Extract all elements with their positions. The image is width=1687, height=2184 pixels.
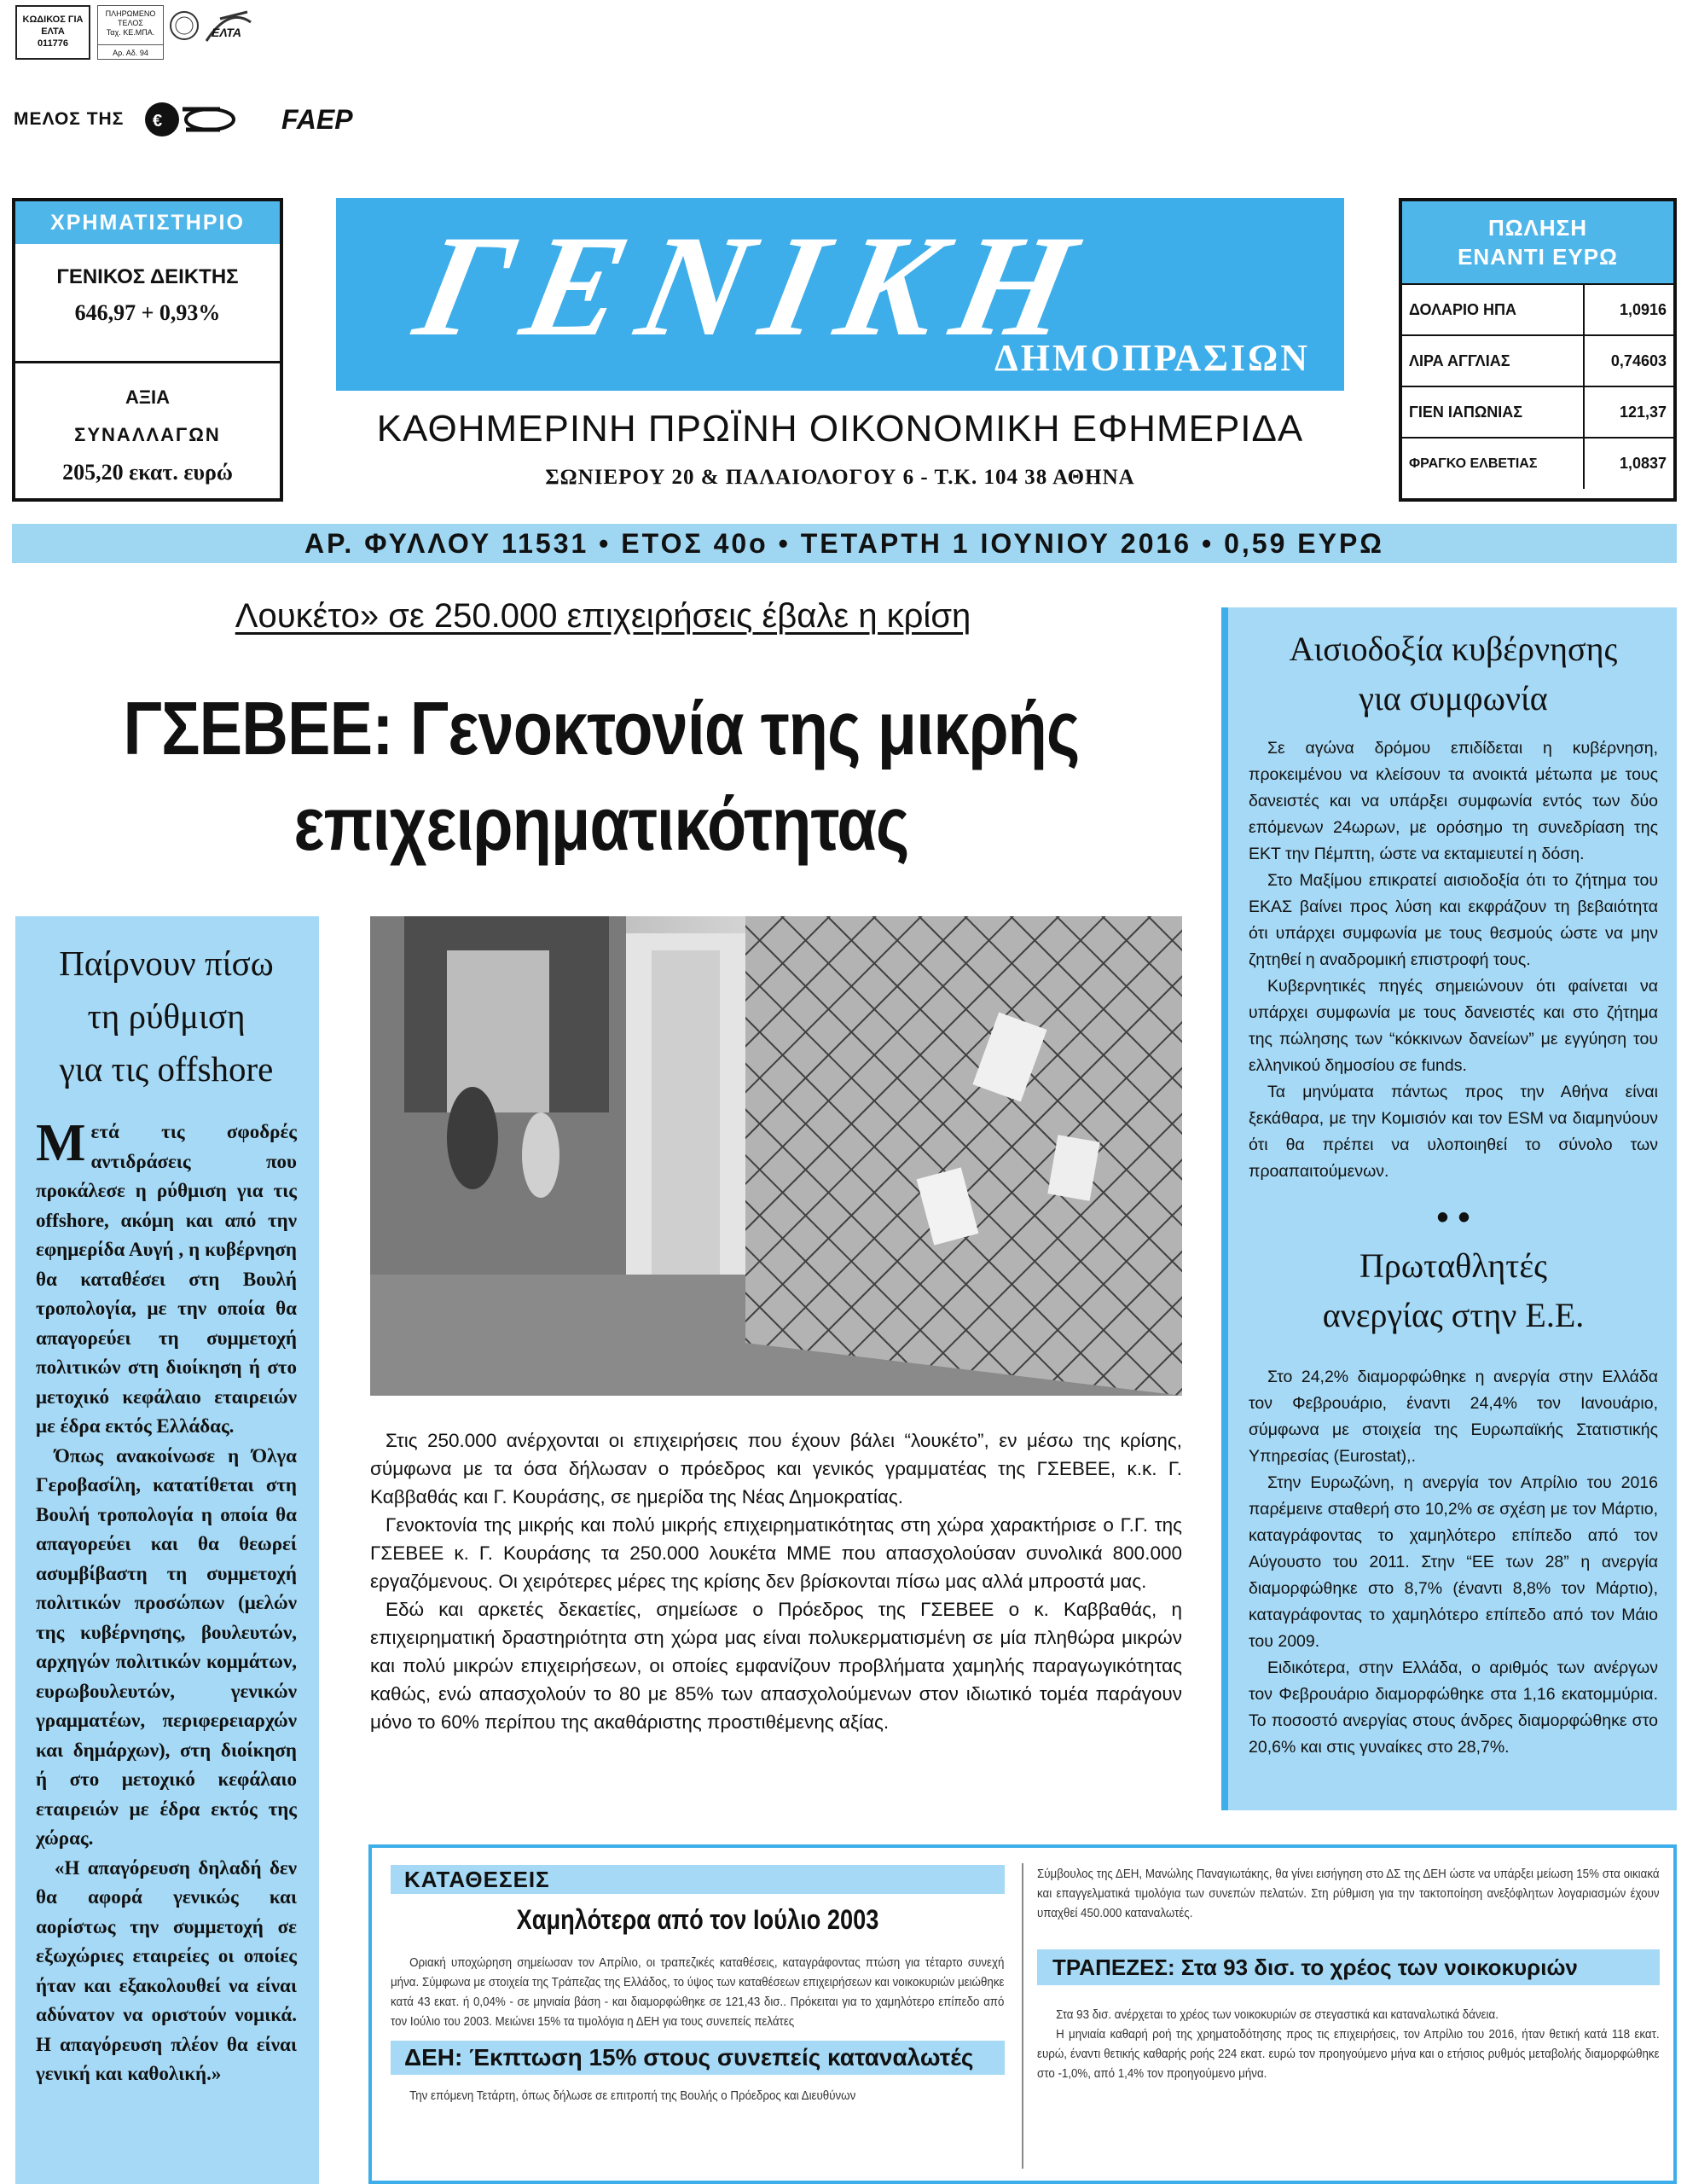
trade-value-amount: 205,20 εκατ. ευρώ <box>62 460 233 485</box>
right-paragraph: Στην Ευρωζώνη, η ανεργία τον Απρίλιο του 2016 παρέμεινε σταθερή στο 10,2% σε σχέση με τον Μάρτιο, καταγράφοντας το χαμηλότερο επίπεδο από τον Αύγουστο του 2011. Στην “ΕΕ των 28” η ανεργία διαμορφώθηκε στο 8,7% (έναντι 8,8% τον Μάρτιο), καταγράφοντας το χαμηλότερο επίπεδο από τον Μάιο του 2009. <box>1249 1473 1658 1651</box>
postage-paid-office: Ταχ. ΚΕ.ΜΠΑ. <box>106 28 155 37</box>
lead-headline-1: ΓΣΕΒΕΕ: Γενοκτονία της μικρής <box>123 686 1080 770</box>
right-paragraph: Σε αγώνα δρόμου επιδίδεται η κυβέρνηση, προκειμένου να κλείσουν τα ανοικτά μέτωπα με τους δανειστές και να υπάρξει συμφωνία εντός των δύο επόμενων 24ωρων, με ορόσημο τη συνεδρίαση της ΕΚΤ την Πέμπτη, ώστε να εκταμιευτεί η δόση. <box>1249 739 1658 863</box>
index-label: ΓΕΝΙΚΟΣ ΔΕΙΚΤΗΣ <box>56 265 239 288</box>
banks-paragraph: Η μηνιαία καθαρή ροή της χρηματοδότησης προς τις επιχειρήσεις, τον Απρίλιο του 2016, ήταν θετική κατά 118 εκατ. ευρώ, έναντι θετικής καθαρής ροής 224 εκατ. ευρώ τον προηγούμενο μήνα και ο ετήσιος ρυθμός μεταβολής διαμορφώθηκε στο -1,0%, από 1,4% τον προηγούμενο μήνα. <box>1037 2028 1660 2081</box>
fx-name: ΛΙΡΑ ΑΓΓΛΙΑΣ <box>1402 335 1584 386</box>
fx-row <box>1402 284 1673 335</box>
svg-text:€: € <box>153 112 163 131</box>
left-article-title-2: τη ρύθμιση <box>87 996 246 1036</box>
left-first-paragraph: ετά τις σφοδρές αντιδράσεις που προκάλεσε η ρύθμιση για τις offshore, ακόμη και από την εφημερίδα Αυγή , η κυβέρνηση θα καταθέσει στη Βουλή τροπολογία, με την οποία θα απαγορεύει τη συμμετοχή πολιτικών στη διοίκηση ή στο μετοχικό κεφάλαιο εταιρειών με έδρα εκτός Ελλάδας. <box>36 1121 297 1437</box>
fx-name: ΔΟΛΑΡΙΟ ΗΠΑ <box>1402 284 1584 335</box>
lead-body <box>370 1426 1182 1736</box>
postage-paid-box <box>97 5 164 60</box>
fx-title-2: ΕΝΑΝΤΙ ΕΥΡΩ <box>1458 244 1618 270</box>
column-divider <box>1022 1863 1023 2169</box>
left-article <box>15 916 319 2184</box>
member-label: ΜΕΛΟΣ ΤΗΣ <box>14 109 125 129</box>
masthead-address: ΣΩΝΙΕΡΟΥ 20 & ΠΑΛΑΙΟΛΟΓΟΥ 6 - Τ.Κ. 104 38 ΑΘΗΝΑ <box>545 466 1135 489</box>
fx-title-1: ΠΩΛΗΣΗ <box>1487 215 1588 241</box>
masthead-tagline: ΚΑΘΗΜΕΡΙΝΗ ΠΡΩΪΝΗ ΟΙΚΟΝΟΜΙΚΗ ΕΦΗΜΕΡΙΔΑ <box>376 408 1304 450</box>
left-article-title-1: Παίρνουν πίσω <box>59 944 274 983</box>
bullet-dot-icon: • • <box>1436 1199 1470 1236</box>
bottom-briefs-box <box>368 1844 1677 2184</box>
trade-value-label-2: ΣΥΝΑΛΛΑΓΩΝ <box>74 424 221 445</box>
trade-value-label-1: ΑΞΙΑ <box>125 386 171 408</box>
masthead-subtitle: ΔΗΜΟΠΡΑΣΙΩΝ <box>994 337 1310 379</box>
dropcap-letter: Μ <box>36 1114 86 1172</box>
dei-text-start: Την επόμενη Τετάρτη, όπως δήλωσε σε επιτροπή της Βουλής ο Πρόεδρος και Διευθύνων <box>409 2089 856 2103</box>
fx-value: 0,74603 <box>1584 335 1673 386</box>
postage-paid-number: Αρ. Αδ. 94 <box>98 44 163 58</box>
right-article-1-body <box>1249 735 1658 1185</box>
right-column <box>1221 607 1677 1810</box>
fx-value: 121,37 <box>1584 386 1673 438</box>
lead-paragraph: Στις 250.000 ανέρχονται οι επιχειρήσεις που έχουν βάλει “λουκέτο”, εν μέσω της κρίσης, σύμφωνα με τα όσα δήλωσαν ο πρόεδρος και γενικός γραμματέας της ΓΣΕΒΕΕ, κ.κ. Γ. Καββαθάς και Γ. Κουράσης, σε ημερίδα της Νέας Δημοκρατίας. <box>370 1430 1182 1507</box>
dei-text-cont: Σύμβουλος της ΔΕΗ, Μανώλης Παναγιωτάκης, θα γίνει εισήγηση στο ΔΣ της ΔΕΗ ώστε να υπάρξει μείωση 15% στα οικιακά και επαγγελματικά τιμολόγια των συνεπών πελατών. Στη ρύθμιση για την τακτοποίηση ανεξόφλητων λογαριασμών έχουν υπαχθεί 450.000 καταναλωτές. <box>1037 1867 1660 1920</box>
deposits-text: Οριακή υποχώρηση σημείωσαν τον Απρίλιο, οι τραπεζικές καταθέσεις, καταγράφοντας πτώση για τέταρτο συνεχή μήνα. Σύμφωνα με στοιχεία της Τράπεζας της Ελλάδος, το ύψος των καταθέσεων επιχειρήσεων και νοικοκυριών μειώθηκε κατά 43 εκατ. ή 0,04% - σε μηνιαία βάση - και διαμορφώθηκε σε 121,43 δισ.. Πρόκειται για το χαμηλότερο επίπεδο από τον Ιούλιο του 2003. Μειώνει 15% τα τιμολόγια η ΔΕΗ για τους συνεπείς πελάτες <box>391 1956 1005 2029</box>
index-value: 646,97 + 0,93% <box>74 300 221 325</box>
right-article-2-title-1: Πρωταθλητές <box>1359 1246 1548 1285</box>
left-article-title-3: για τις offshore <box>59 1049 274 1089</box>
fx-rates-box <box>1399 198 1677 502</box>
fx-value: 1,0916 <box>1584 284 1673 335</box>
banks-body <box>1037 2006 1660 2084</box>
left-article-body <box>36 1114 297 2089</box>
masthead-title: ΓΕΝΙΚΗ <box>404 206 1106 366</box>
lead-paragraph: Εδώ και αρκετές δεκαετίες, σημείωσε ο Πρόεδρος της ΓΣΕΒΕΕ ο κ. Καββαθάς, η επιχειρηματική δραστηριότητα στη χώρα μας είναι πολυκερματισμένη σε μία πληθώρα μικρών και πολύ μικρών επιχειρήσεων, οι οποίες εμφανίζουν προβλήματα χαμηλής παραγωγικότητας καθώς, ενώ απασχολούν το 80 με 85% των απασχολούμενων στον ιδιωτικό τομέα παράγουν μόνο το 60% περίπου της ακαθάριστης προστιθέμενης αξίας. <box>370 1599 1182 1733</box>
postage-code-value: 011776 <box>37 38 69 49</box>
fx-row <box>1402 438 1673 489</box>
lead-headline-2: επιχειρηματικότητας <box>293 781 909 866</box>
postage-paid-label: ΠΛΗΡΩΜΕΝΟ ΤΕΛΟΣ <box>105 9 156 27</box>
fx-name: ΦΡΑΓΚΟ ΕΛΒΕΤΙΑΣ <box>1402 438 1584 489</box>
postage-code-label: ΚΩΔΙΚΟΣ ΓΙΑ ΕΛΤΑ <box>22 15 84 37</box>
fx-row <box>1402 386 1673 438</box>
elta-logo-icon <box>169 7 280 49</box>
right-paragraph: Κυβερνητικές πηγές σημειώνουν ότι φαίνεται να υπάρχει συμφωνία με τους δανειστές και στο ζήτημα της πώλησης των “κόκκινων δανείων” με εγγύηση του ελληνικού δημοσίου σε funds. <box>1249 977 1658 1075</box>
left-paragraph: Όπως ανακοίνωσε η Όλγα Γεροβασίλη, κατατίθεται στη Βουλή τροπολογία η οποία θα απαγορεύει και θα θεωρεί ασυμβίβαστη τη συμμετοχή πολιτικών προσώπων (μελών της κυβέρνησης, βουλευτών, αρχηγών πολιτικών κομμάτων, ευρωβουλευτών, γενικών γραμματέων, περιφερειαρχών και δημάρχων), στη διοίκηση ή στο μετοχικό κεφάλαιο εταιρειών με έδρα εκτός της χώρας. <box>36 1444 297 1849</box>
fx-table <box>1402 283 1673 489</box>
left-paragraph: «Η απαγόρευση δηλαδή δεν θα αφορά γενικώς και αορίστως την συμμετοχή σε εξωχώριες εταιρείες οι οποίες ήταν και εξακολουθεί να είναι αδύνατον να οριστούν νομικά. Η απαγόρευση πλέον θα είναι γενική και καθολική.» <box>36 1856 297 2084</box>
right-paragraph: Τα μηνύματα πάντως προς την Αθήνα είναι ξεκάθαρα, με την Κομισιόν και τον ESM να διαμηνύουν ότι θα πρέπει να υλοποιηθεί το σύνολο των προαπαιτούμενων. <box>1249 1083 1658 1181</box>
issue-bar: ΑΡ. ΦΥΛΛΟΥ 11531 • ΕΤΟΣ 40ο • ΤΕΤΑΡΤΗ 1 ΙΟΥΝΙΟΥ 2016 • 0,59 ΕΥΡΩ <box>12 524 1677 563</box>
postage-code-box <box>15 5 90 60</box>
faep-label: FAEP <box>281 104 353 135</box>
elta-label: ΕΛΤΑ <box>212 26 242 39</box>
lead-paragraph: Γενοκτονία της μικρής και πολύ μικρής επιχειρηματικότητας στη χώρα χαρακτήρισε ο Γ.Γ. της ΓΣΕΒΕΕ κ. Γ. Κουράσης τα 250.000 λουκέτα ΜΜΕ που απασχολούσαν συνολικά 800.000 εργαζόμενους. Οι χειρότερες μέρες της κρίσης δεν βρίσκονται πίσω μας αλλά μπροστά μας. <box>370 1514 1182 1592</box>
fx-name: ΓΙΕΝ ΙΑΠΩΝΙΑΣ <box>1402 386 1584 438</box>
fx-value: 1,0837 <box>1584 438 1673 489</box>
right-article-1-title-2: για συμφωνία <box>1359 679 1548 717</box>
right-paragraph: Στο 24,2% διαμορφώθηκε η ανεργία στην Ελλάδα τον Φεβρουάριο, έναντι 24,4% τον Ιανουάριο, σύμφωνα με στοιχεία της Ευρωπαϊκής Στατιστικής Υπηρεσίας (Eurostat),. <box>1249 1368 1658 1466</box>
deposits-section-label: ΚΑΤΑΘΕΣΕΙΣ <box>391 1865 1005 1894</box>
faep-logo-icon <box>143 101 365 138</box>
lead-kicker: Λουκέτο» σε 250.000 επιχειρήσεις έβαλε η κρίση <box>235 597 971 635</box>
banks-paragraph: Στα 93 δισ. ανέρχεται το χρέος των νοικοκυριών σε στεγαστικά και καταναλωτικά δάνεια. <box>1056 2008 1499 2022</box>
right-article-2-body <box>1249 1364 1658 1761</box>
stock-exchange-box <box>12 198 283 502</box>
lead-photo <box>370 916 1182 1396</box>
stock-box-title: ΧΡΗΜΑΤΙΣΤΗΡΙΟ <box>15 201 280 244</box>
right-paragraph: Στο Μαξίμου επικρατεί αισιοδοξία ότι το ζήτημα του ΕΚΑΣ βαίνει προς λύση και εκφράζουν τη βεβαιότητα ότι υπάρχει συμφωνία με τους θεσμούς ώστε να μην ζητηθεί η αναδρομική επιστροφή τους. <box>1249 871 1658 969</box>
masthead-banner <box>336 198 1344 391</box>
right-paragraph: Ειδικότερα, στην Ελλάδα, ο αριθμός των ανέργων τον Φεβρουάριο διαμορφώθηκε στα 1,16 εκατομμύρια. Το ποσοστό ανεργίας στους άνδρες διαμορφώθηκε στο 20,6% και στις γυναίκες στο 28,7%. <box>1249 1658 1658 1757</box>
deposits-title: Χαμηλότερα από τον Ιούλιο 2003 <box>516 1904 879 1935</box>
banks-title: ΤΡΑΠΕΖΕΣ: Στα 93 δισ. το χρέος των νοικοκυριών <box>1037 1949 1660 1985</box>
right-article-2-title-2: ανεργίας στην Ε.Ε. <box>1322 1296 1585 1334</box>
right-article-1-title-1: Αισιοδοξία κυβέρνησης <box>1289 630 1618 668</box>
fx-row <box>1402 335 1673 386</box>
dei-title: ΔΕΗ: Έκπτωση 15% στους συνεπείς καταναλωτές <box>391 2041 1005 2075</box>
